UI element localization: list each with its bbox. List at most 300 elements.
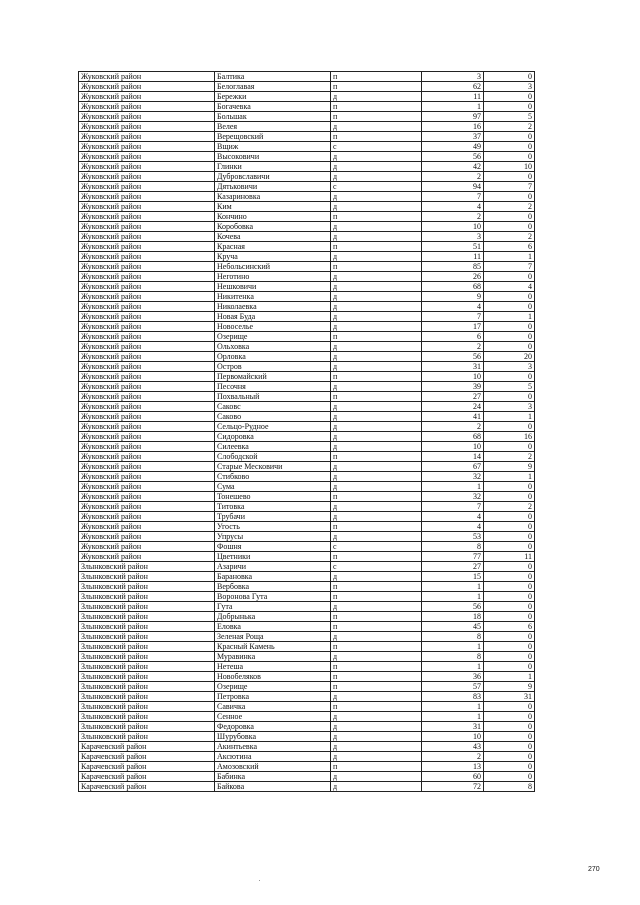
count-2-cell: 2 <box>484 122 535 132</box>
count-cell: 62 <box>422 82 484 92</box>
count-2-cell: 0 <box>484 592 535 602</box>
table-row <box>79 412 535 422</box>
count-cell: 1 <box>422 592 484 602</box>
type-cell: д <box>331 602 422 612</box>
type-cell: п <box>331 662 422 672</box>
settlement-cell: Велея <box>215 122 331 132</box>
table-row <box>79 312 535 322</box>
count-cell: 2 <box>422 172 484 182</box>
count-2-cell: 0 <box>484 302 535 312</box>
scan-speck <box>259 880 260 881</box>
settlement-cell: Сума <box>215 482 331 492</box>
count-cell: 51 <box>422 242 484 252</box>
settlement-cell: Новоселье <box>215 322 331 332</box>
settlement-cell: Упрусы <box>215 532 331 542</box>
count-cell: 7 <box>422 312 484 322</box>
count-cell: 72 <box>422 782 484 792</box>
district-cell: Злынковский район <box>79 702 215 712</box>
type-cell: д <box>331 152 422 162</box>
district-cell: Жуковский район <box>79 312 215 322</box>
table-row <box>79 692 535 702</box>
district-cell: Карачевский район <box>79 762 215 772</box>
district-cell: Жуковский район <box>79 162 215 172</box>
type-cell: д <box>331 782 422 792</box>
count-2-cell: 11 <box>484 552 535 562</box>
count-2-cell: 2 <box>484 502 535 512</box>
type-cell: п <box>331 582 422 592</box>
settlement-cell: Барановка <box>215 572 331 582</box>
count-2-cell: 0 <box>484 372 535 382</box>
district-cell: Жуковский район <box>79 112 215 122</box>
count-2-cell: 6 <box>484 622 535 632</box>
table-row <box>79 612 535 622</box>
settlement-cell: Аксютина <box>215 752 331 762</box>
count-cell: 2 <box>422 212 484 222</box>
count-cell: 7 <box>422 502 484 512</box>
district-cell: Жуковский район <box>79 142 215 152</box>
district-cell: Жуковский район <box>79 172 215 182</box>
table-row <box>79 522 535 532</box>
count-cell: 1 <box>422 712 484 722</box>
type-cell: п <box>331 522 422 532</box>
count-cell: 37 <box>422 132 484 142</box>
table-row <box>79 492 535 502</box>
count-2-cell: 3 <box>484 402 535 412</box>
table-row <box>79 742 535 752</box>
district-cell: Карачевский район <box>79 772 215 782</box>
count-2-cell: 20 <box>484 352 535 362</box>
count-cell: 8 <box>422 542 484 552</box>
count-2-cell: 0 <box>484 762 535 772</box>
type-cell: д <box>331 532 422 542</box>
settlement-cell: Амозовский <box>215 762 331 772</box>
table-row <box>79 372 535 382</box>
count-cell: 27 <box>422 562 484 572</box>
table-row <box>79 212 535 222</box>
district-cell: Жуковский район <box>79 262 215 272</box>
type-cell: п <box>331 102 422 112</box>
count-2-cell: 0 <box>484 612 535 622</box>
table-row <box>79 152 535 162</box>
type-cell: д <box>331 712 422 722</box>
type-cell: п <box>331 622 422 632</box>
count-cell: 13 <box>422 762 484 772</box>
district-cell: Жуковский район <box>79 422 215 432</box>
type-cell: д <box>331 512 422 522</box>
district-cell: Злынковский район <box>79 712 215 722</box>
count-2-cell: 5 <box>484 112 535 122</box>
count-2-cell: 0 <box>484 562 535 572</box>
count-2-cell: 0 <box>484 492 535 502</box>
count-2-cell: 0 <box>484 422 535 432</box>
type-cell: д <box>331 232 422 242</box>
count-2-cell: 0 <box>484 582 535 592</box>
district-cell: Жуковский район <box>79 412 215 422</box>
settlement-cell: Сенное <box>215 712 331 722</box>
table-row <box>79 582 535 592</box>
settlement-cell: Байкова <box>215 782 331 792</box>
settlements-table <box>78 71 535 792</box>
type-cell: д <box>331 162 422 172</box>
type-cell: д <box>331 752 422 762</box>
settlement-cell: Петровка <box>215 692 331 702</box>
count-2-cell: 0 <box>484 662 535 672</box>
district-cell: Злынковский район <box>79 582 215 592</box>
count-cell: 1 <box>422 482 484 492</box>
table-row <box>79 622 535 632</box>
table-row <box>79 252 535 262</box>
settlement-cell: Красный Камень <box>215 642 331 652</box>
table-row <box>79 752 535 762</box>
district-cell: Жуковский район <box>79 402 215 412</box>
settlement-cell: Старые Месковичи <box>215 462 331 472</box>
count-2-cell: 7 <box>484 182 535 192</box>
settlement-cell: Зеленая Роща <box>215 632 331 642</box>
count-2-cell: 0 <box>484 752 535 762</box>
count-2-cell: 2 <box>484 232 535 242</box>
count-2-cell: 0 <box>484 142 535 152</box>
settlement-cell: Цветники <box>215 552 331 562</box>
table-row <box>79 572 535 582</box>
count-cell: 3 <box>422 232 484 242</box>
district-cell: Жуковский район <box>79 382 215 392</box>
type-cell: п <box>331 132 422 142</box>
type-cell: п <box>331 112 422 122</box>
count-2-cell: 0 <box>484 332 535 342</box>
count-cell: 85 <box>422 262 484 272</box>
type-cell: д <box>331 92 422 102</box>
table-row <box>79 262 535 272</box>
count-2-cell: 5 <box>484 382 535 392</box>
count-2-cell: 0 <box>484 322 535 332</box>
count-2-cell: 0 <box>484 442 535 452</box>
district-cell: Жуковский район <box>79 512 215 522</box>
district-cell: Жуковский район <box>79 302 215 312</box>
count-cell: 43 <box>422 742 484 752</box>
district-cell: Жуковский район <box>79 232 215 242</box>
count-2-cell: 0 <box>484 132 535 142</box>
count-cell: 31 <box>422 722 484 732</box>
type-cell: д <box>331 742 422 752</box>
count-cell: 10 <box>422 732 484 742</box>
count-2-cell: 9 <box>484 462 535 472</box>
table-row <box>79 762 535 772</box>
count-2-cell: 1 <box>484 672 535 682</box>
count-2-cell: 7 <box>484 262 535 272</box>
settlement-cell: Вщиж <box>215 142 331 152</box>
type-cell: д <box>331 402 422 412</box>
type-cell: п <box>331 72 422 82</box>
count-2-cell: 0 <box>484 192 535 202</box>
district-cell: Жуковский район <box>79 212 215 222</box>
district-cell: Злынковский район <box>79 572 215 582</box>
settlement-cell: Орловка <box>215 352 331 362</box>
count-2-cell: 0 <box>484 102 535 112</box>
type-cell: д <box>331 412 422 422</box>
settlement-cell: Небольсинский <box>215 262 331 272</box>
settlement-cell: Балтика <box>215 72 331 82</box>
count-cell: 8 <box>422 652 484 662</box>
count-cell: 17 <box>422 322 484 332</box>
type-cell: д <box>331 342 422 352</box>
settlement-cell: Акинтьевка <box>215 742 331 752</box>
table-row <box>79 232 535 242</box>
table-row <box>79 532 535 542</box>
district-cell: Жуковский район <box>79 152 215 162</box>
table-row <box>79 562 535 572</box>
count-2-cell: 0 <box>484 482 535 492</box>
district-cell: Злынковский район <box>79 652 215 662</box>
table-row <box>79 92 535 102</box>
count-cell: 26 <box>422 272 484 282</box>
count-cell: 10 <box>422 372 484 382</box>
type-cell: д <box>331 572 422 582</box>
district-cell: Жуковский район <box>79 122 215 132</box>
table-row <box>79 782 535 792</box>
count-2-cell: 16 <box>484 432 535 442</box>
table-body <box>79 72 535 792</box>
count-2-cell: 0 <box>484 152 535 162</box>
settlement-cell: Богачевка <box>215 102 331 112</box>
type-cell: с <box>331 562 422 572</box>
count-cell: 60 <box>422 772 484 782</box>
type-cell: п <box>331 452 422 462</box>
type-cell: п <box>331 392 422 402</box>
settlement-cell: Никитенка <box>215 292 331 302</box>
settlement-cell: Титовка <box>215 502 331 512</box>
count-cell: 2 <box>422 752 484 762</box>
count-cell: 16 <box>422 122 484 132</box>
settlement-cell: Сидоровка <box>215 432 331 442</box>
count-cell: 24 <box>422 402 484 412</box>
count-cell: 1 <box>422 702 484 712</box>
type-cell: д <box>331 462 422 472</box>
table-row <box>79 482 535 492</box>
settlement-cell: Новая Буда <box>215 312 331 322</box>
table-row <box>79 422 535 432</box>
district-cell: Жуковский район <box>79 82 215 92</box>
table-row <box>79 122 535 132</box>
table-row <box>79 102 535 112</box>
count-cell: 10 <box>422 222 484 232</box>
type-cell: д <box>331 202 422 212</box>
settlement-cell: Нетеша <box>215 662 331 672</box>
settlement-cell: Азаричи <box>215 562 331 572</box>
count-cell: 1 <box>422 662 484 672</box>
count-cell: 4 <box>422 512 484 522</box>
count-2-cell: 0 <box>484 742 535 752</box>
district-cell: Карачевский район <box>79 782 215 792</box>
count-2-cell: 0 <box>484 272 535 282</box>
district-cell: Злынковский район <box>79 682 215 692</box>
count-2-cell: 0 <box>484 572 535 582</box>
count-cell: 9 <box>422 292 484 302</box>
table-row <box>79 222 535 232</box>
settlement-cell: Добрынька <box>215 612 331 622</box>
count-cell: 4 <box>422 302 484 312</box>
settlement-cell: Бабинка <box>215 772 331 782</box>
count-2-cell: 0 <box>484 172 535 182</box>
count-2-cell: 3 <box>484 82 535 92</box>
count-cell: 56 <box>422 602 484 612</box>
district-cell: Жуковский район <box>79 472 215 482</box>
table-row <box>79 242 535 252</box>
count-cell: 14 <box>422 452 484 462</box>
type-cell: д <box>331 472 422 482</box>
type-cell: д <box>331 322 422 332</box>
settlement-cell: Верещовский <box>215 132 331 142</box>
district-cell: Злынковский район <box>79 622 215 632</box>
district-cell: Жуковский район <box>79 552 215 562</box>
district-cell: Злынковский район <box>79 672 215 682</box>
count-2-cell: 0 <box>484 642 535 652</box>
district-cell: Жуковский район <box>79 532 215 542</box>
district-cell: Жуковский район <box>79 442 215 452</box>
count-cell: 10 <box>422 442 484 452</box>
count-cell: 53 <box>422 532 484 542</box>
table-row <box>79 662 535 672</box>
page-number: 270 <box>588 866 600 873</box>
count-2-cell: 2 <box>484 202 535 212</box>
settlement-cell: Еловка <box>215 622 331 632</box>
district-cell: Жуковский район <box>79 332 215 342</box>
district-cell: Злынковский район <box>79 692 215 702</box>
district-cell: Жуковский район <box>79 72 215 82</box>
type-cell: п <box>331 242 422 252</box>
type-cell: д <box>331 432 422 442</box>
table-row <box>79 642 535 652</box>
district-cell: Жуковский район <box>79 452 215 462</box>
count-cell: 2 <box>422 342 484 352</box>
settlement-cell: Николаевка <box>215 302 331 312</box>
settlement-cell: Песочня <box>215 382 331 392</box>
count-cell: 18 <box>422 612 484 622</box>
district-cell: Жуковский район <box>79 432 215 442</box>
count-cell: 67 <box>422 462 484 472</box>
count-2-cell: 0 <box>484 702 535 712</box>
count-cell: 36 <box>422 672 484 682</box>
count-2-cell: 0 <box>484 222 535 232</box>
count-2-cell: 1 <box>484 312 535 322</box>
settlement-cell: Фошня <box>215 542 331 552</box>
type-cell: д <box>331 172 422 182</box>
table-row <box>79 462 535 472</box>
count-cell: 32 <box>422 492 484 502</box>
type-cell: д <box>331 732 422 742</box>
count-2-cell: 1 <box>484 252 535 262</box>
settlement-cell: Сельцо-Рудное <box>215 422 331 432</box>
district-cell: Жуковский район <box>79 392 215 402</box>
type-cell: п <box>331 702 422 712</box>
settlement-cell: Белоглавая <box>215 82 331 92</box>
count-cell: 56 <box>422 352 484 362</box>
count-2-cell: 3 <box>484 362 535 372</box>
settlement-cell: Стибково <box>215 472 331 482</box>
district-cell: Жуковский район <box>79 132 215 142</box>
table-row <box>79 402 535 412</box>
district-cell: Злынковский район <box>79 722 215 732</box>
count-2-cell: 6 <box>484 242 535 252</box>
type-cell: д <box>331 692 422 702</box>
district-cell: Злынковский район <box>79 642 215 652</box>
settlement-cell: Ким <box>215 202 331 212</box>
district-cell: Карачевский район <box>79 742 215 752</box>
type-cell: п <box>331 672 422 682</box>
type-cell: д <box>331 442 422 452</box>
type-cell: д <box>331 272 422 282</box>
settlement-cell: Бережки <box>215 92 331 102</box>
district-cell: Злынковский район <box>79 602 215 612</box>
district-cell: Жуковский район <box>79 272 215 282</box>
district-cell: Карачевский район <box>79 752 215 762</box>
count-cell: 83 <box>422 692 484 702</box>
count-cell: 41 <box>422 412 484 422</box>
table-row <box>79 182 535 192</box>
count-cell: 7 <box>422 192 484 202</box>
table-row <box>79 502 535 512</box>
count-2-cell: 2 <box>484 452 535 462</box>
count-cell: 49 <box>422 142 484 152</box>
count-cell: 1 <box>422 102 484 112</box>
settlement-cell: Савичка <box>215 702 331 712</box>
table-row <box>79 382 535 392</box>
count-2-cell: 0 <box>484 72 535 82</box>
type-cell: п <box>331 612 422 622</box>
district-cell: Жуковский район <box>79 362 215 372</box>
table-row <box>79 322 535 332</box>
settlement-cell: Слободской <box>215 452 331 462</box>
table-row <box>79 542 535 552</box>
table-row <box>79 712 535 722</box>
count-cell: 8 <box>422 632 484 642</box>
table-row <box>79 162 535 172</box>
type-cell: п <box>331 552 422 562</box>
district-cell: Жуковский район <box>79 492 215 502</box>
table-row <box>79 352 535 362</box>
district-cell: Жуковский район <box>79 482 215 492</box>
district-cell: Жуковский район <box>79 222 215 232</box>
type-cell: п <box>331 642 422 652</box>
count-2-cell: 0 <box>484 772 535 782</box>
district-cell: Жуковский район <box>79 342 215 352</box>
settlement-cell: Круча <box>215 252 331 262</box>
table-row <box>79 332 535 342</box>
table-row <box>79 682 535 692</box>
count-2-cell: 4 <box>484 282 535 292</box>
type-cell: п <box>331 332 422 342</box>
type-cell: с <box>331 142 422 152</box>
settlement-cell: Гута <box>215 602 331 612</box>
count-2-cell: 1 <box>484 472 535 482</box>
type-cell: п <box>331 212 422 222</box>
count-cell: 94 <box>422 182 484 192</box>
settlement-cell: Высоковичи <box>215 152 331 162</box>
district-cell: Жуковский район <box>79 92 215 102</box>
settlement-cell: Силеевка <box>215 442 331 452</box>
type-cell: д <box>331 292 422 302</box>
type-cell: д <box>331 122 422 132</box>
count-2-cell: 0 <box>484 512 535 522</box>
count-cell: 68 <box>422 282 484 292</box>
table-row <box>79 722 535 732</box>
type-cell: с <box>331 542 422 552</box>
type-cell: д <box>331 772 422 782</box>
district-cell: Жуковский район <box>79 102 215 112</box>
settlement-cell: Угость <box>215 522 331 532</box>
type-cell: п <box>331 762 422 772</box>
table-row <box>79 112 535 122</box>
count-cell: 1 <box>422 642 484 652</box>
